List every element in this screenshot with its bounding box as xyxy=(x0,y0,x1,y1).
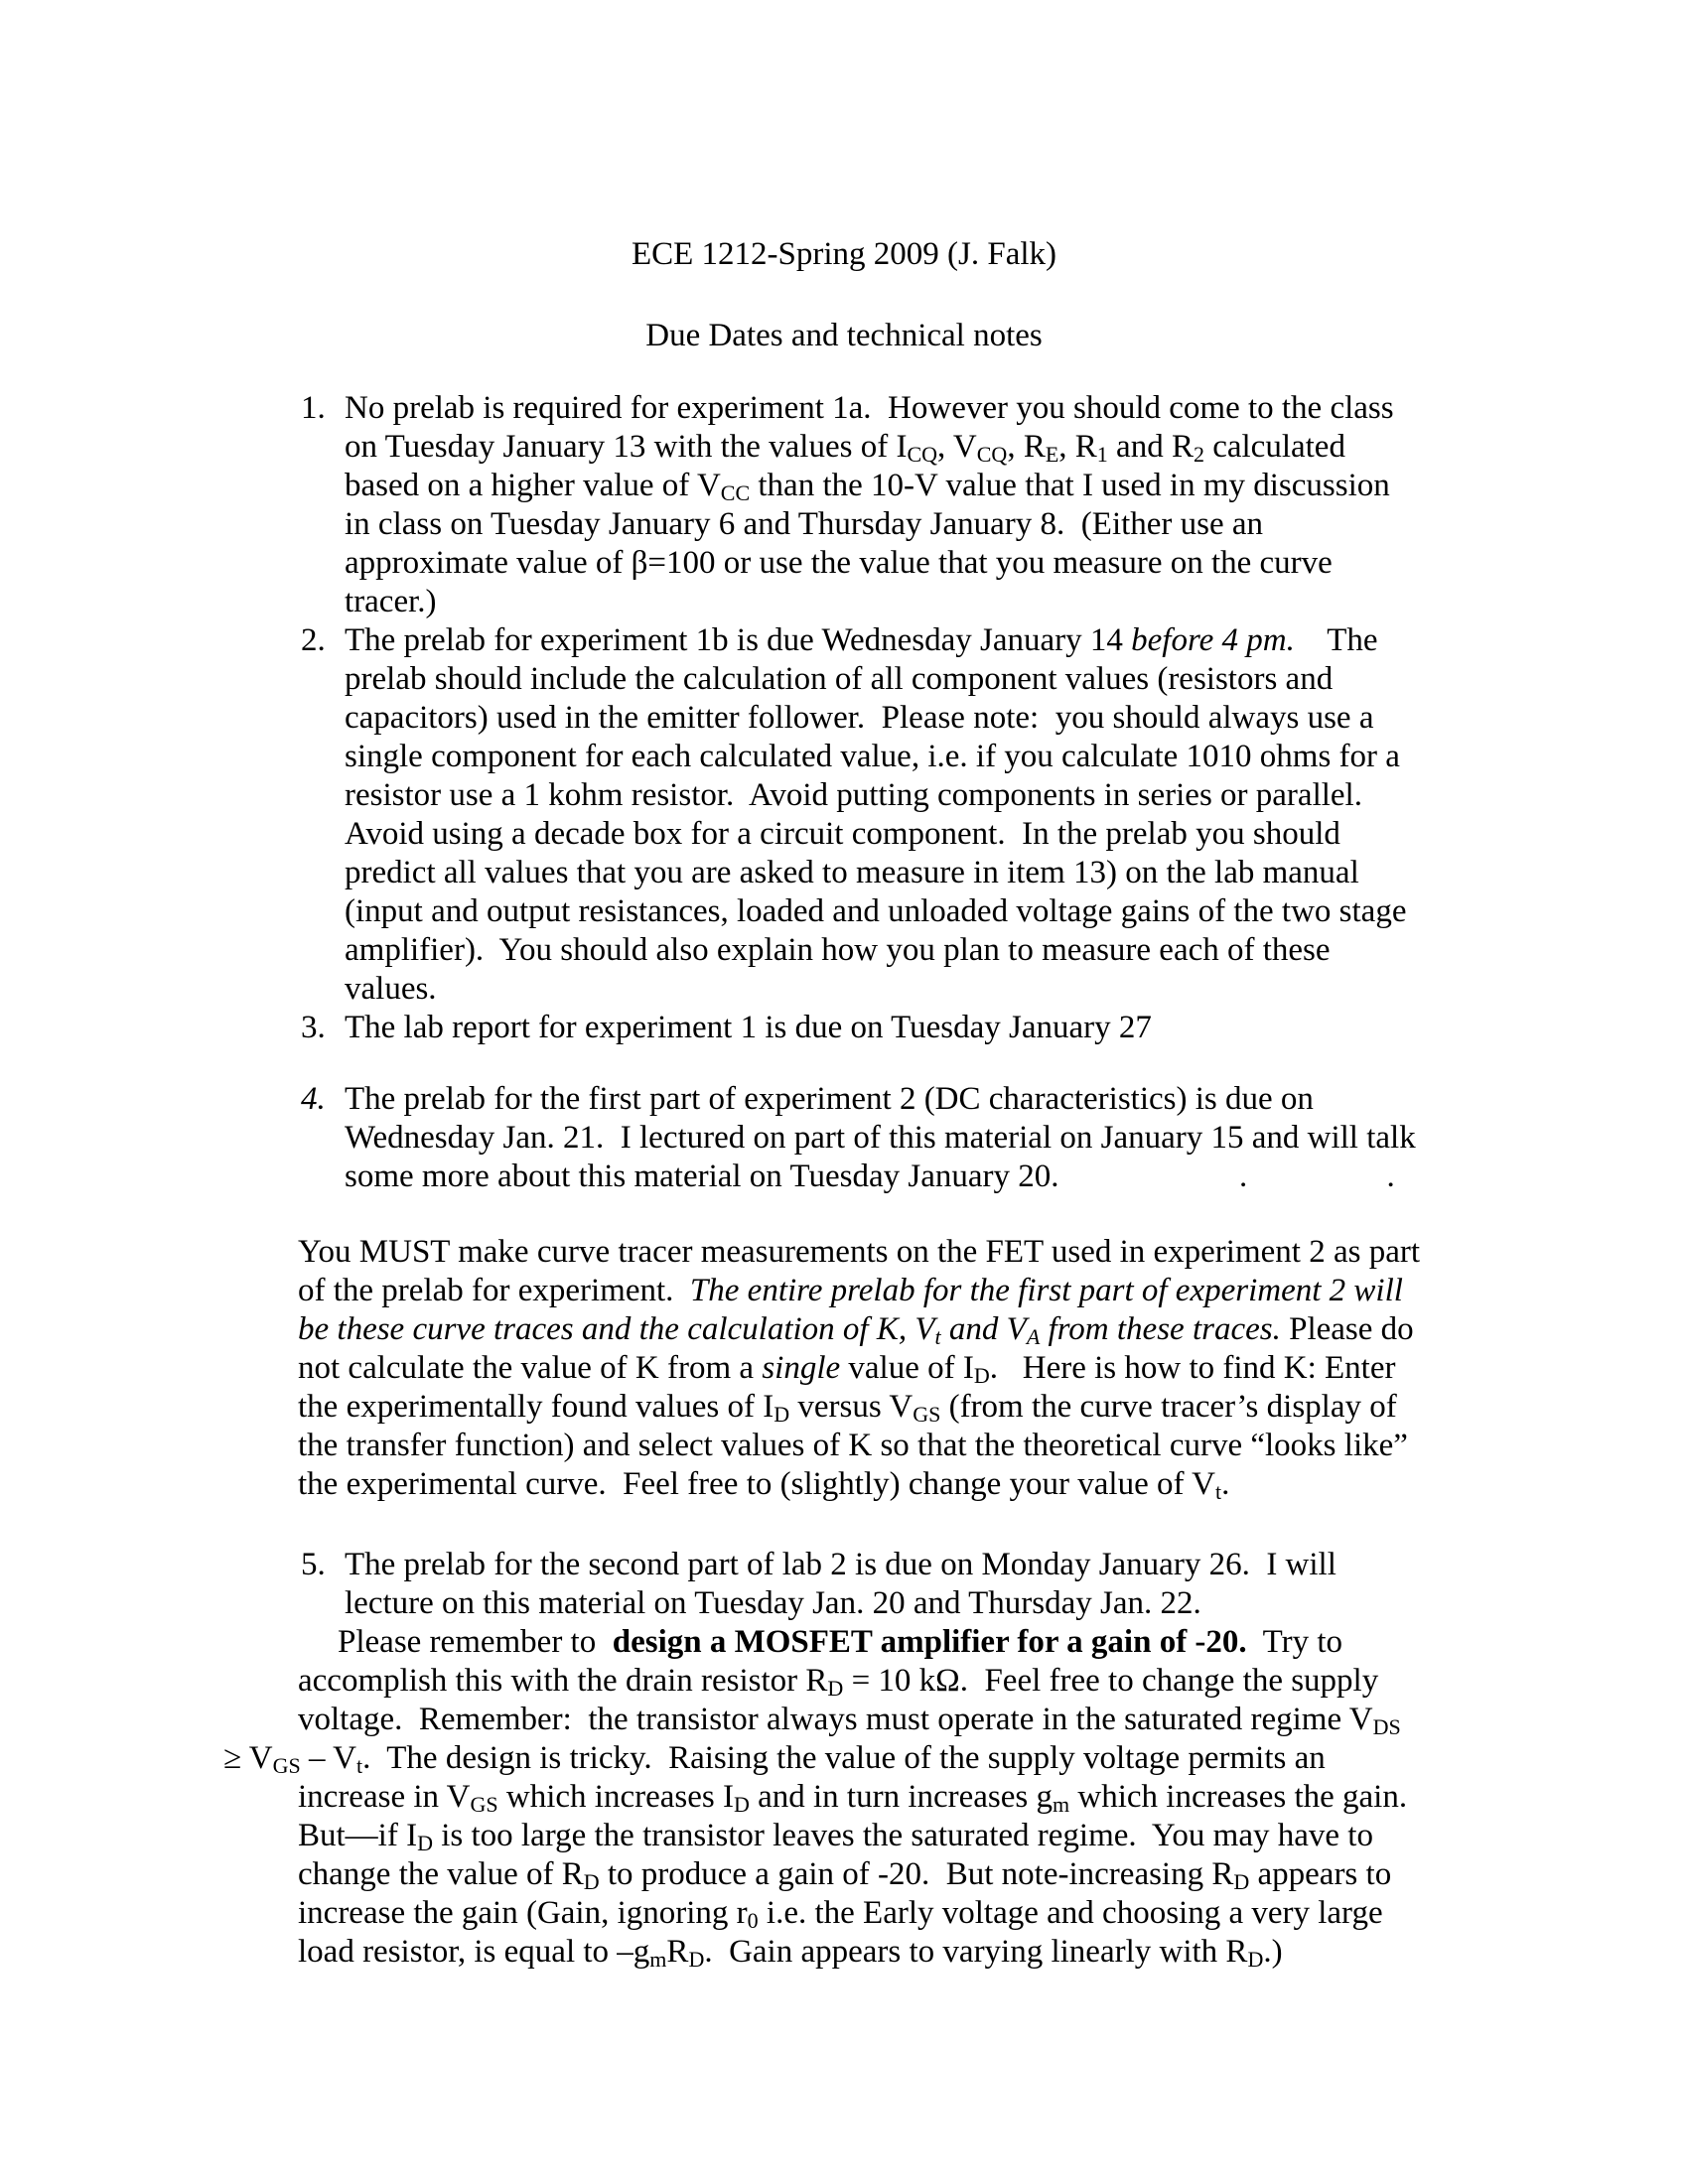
paragraph-fet-line-3: be these curve traces and the calculation of K, Vt and VA from these traces. Please do xyxy=(298,1311,1414,1349)
paragraph-fet-line-7: the experimental curve. Feel free to (slightly) change your value of Vt. xyxy=(298,1466,1230,1504)
item-4-line-3: some more about this material on Tuesday January 20. . . xyxy=(345,1159,1395,1194)
item-1-line-5: approximate value of β=100 or use the value that you measure on the curve xyxy=(345,545,1333,581)
item-5-line-5: voltage. Remember: the transistor always must operate in the saturated regime VDS xyxy=(298,1702,1401,1739)
item-2-line-3: capacitors) used in the emitter follower. Please note: you should always use a xyxy=(345,700,1374,736)
item-1-line-2: on Tuesday January 13 with the values of ICQ, VCQ, RE, R1 and R2 calculated xyxy=(345,429,1345,467)
item-4-line-2: Wednesday Jan. 21. I lectured on part of this material on January 15 and will talk xyxy=(345,1120,1416,1156)
item-5-line-1: The prelab for the second part of lab 2 is due on Monday January 26. I will xyxy=(345,1547,1336,1582)
item-2-line-10: values. xyxy=(345,971,437,1007)
item-4-line-1: The prelab for the first part of experiment 2 (DC characteristics) is due on xyxy=(345,1081,1314,1117)
paragraph-fet-line-4: not calculate the value of K from a single value of ID. Here is how to find K: Enter xyxy=(298,1350,1396,1388)
item-2-number: 2. xyxy=(301,622,326,658)
item-2-line-7: predict all values that you are asked to measure in item 13) on the lab manual xyxy=(345,855,1359,890)
paragraph-fet-line-5: the experimentally found values of ID versus VGS (from the curve tracer’s display of xyxy=(298,1389,1397,1427)
item-3-number: 3. xyxy=(301,1010,326,1045)
item-5-number: 5. xyxy=(301,1547,326,1582)
item-1-line-1: No prelab is required for experiment 1a. However you should come to the class xyxy=(345,390,1394,426)
item-2-line-4: single component for each calculated value, i.e. if you calculate 1010 ohms for a xyxy=(345,739,1400,774)
item-2-line-6: Avoid using a decade box for a circuit component. In the prelab you should xyxy=(345,816,1340,852)
item-4-number: 4. xyxy=(301,1081,326,1117)
item-2-line-8: (input and output resistances, loaded and unloaded voltage gains of the two stage xyxy=(345,893,1407,929)
item-5-line-4: accomplish this with the drain resistor RD = 10 kΩ. Feel free to change the supply xyxy=(298,1663,1379,1701)
item-1-line-4: in class on Tuesday January 6 and Thursday January 8. (Either use an xyxy=(345,506,1264,542)
item-3-line-1: The lab report for experiment 1 is due on Tuesday January 27 xyxy=(345,1010,1152,1045)
item-1-line-3: based on a higher value of VCC than the 10-V value that I used in my discussion xyxy=(345,468,1390,505)
item-2-line-2: prelab should include the calculation of all component values (resistors and xyxy=(345,661,1334,697)
document-title: ECE 1212-Spring 2009 (J. Falk) xyxy=(631,236,1057,272)
item-5-line-9: change the value of RD to produce a gain of -20. But note-increasing RD appears to xyxy=(298,1856,1392,1894)
item-5-line-3: Please remember to design a MOSFET amplifier for a gain of -20. Try to xyxy=(338,1624,1342,1660)
item-1-line-6: tracer.) xyxy=(345,584,437,619)
item-2-line-9: amplifier). You should also explain how you plan to measure each of these xyxy=(345,932,1331,968)
paragraph-fet-line-6: the transfer function) and select values of K so that the theoretical curve “looks like” xyxy=(298,1428,1408,1463)
item-5-line-11: load resistor, is equal to –gmRD. Gain appears to varying linearly with RD.) xyxy=(298,1934,1283,1972)
item-5-line-7: increase in VGS which increases ID and in turn increases gm which increases the gain. xyxy=(298,1779,1408,1817)
paragraph-fet-line-2: of the prelab for experiment. The entire prelab for the first part of experiment 2 will xyxy=(298,1273,1403,1308)
item-5-line-10: increase the gain (Gain, ignoring r0 i.e. the Early voltage and choosing a very large xyxy=(298,1895,1383,1933)
item-5-line-8: But—if ID is too large the transistor leaves the saturated regime. You may have to xyxy=(298,1818,1373,1855)
document-subtitle: Due Dates and technical notes xyxy=(645,318,1043,353)
item-1-number: 1. xyxy=(301,390,326,426)
item-2-line-1: The prelab for experiment 1b is due Wednesday January 14 before 4 pm. The xyxy=(345,622,1378,658)
paragraph-fet-line-1: You MUST make curve tracer measurements on the FET used in experiment 2 as part xyxy=(298,1234,1420,1270)
item-5-line-6: ≥ VGS – Vt. The design is tricky. Raising the value of the supply voltage permits an xyxy=(223,1740,1326,1778)
item-2-line-5: resistor use a 1 kohm resistor. Avoid putting components in series or parallel. xyxy=(345,777,1362,813)
item-5-line-2: lecture on this material on Tuesday Jan. 20 and Thursday Jan. 22. xyxy=(345,1585,1201,1621)
